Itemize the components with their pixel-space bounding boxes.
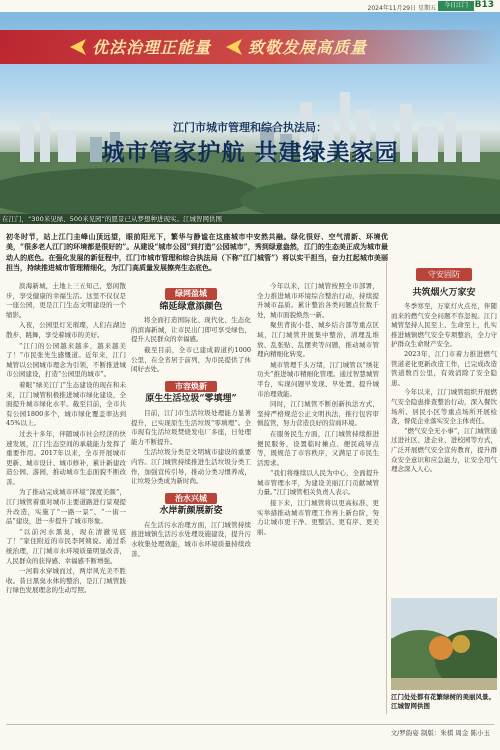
paragraph: “江门的公园越来越多，越来越美了！”市民张先生感慨道。近年来，江门城管以公园城市理念为引领，不断推进城市公园建设，打造“公园里的城市”。 — [6, 341, 126, 379]
paragraph: 一河碧水穿城而过，两岸风光美不胜收。昔日黑臭水体的整治，是江门城管践行绿色发展理念的生动写照。 — [6, 567, 126, 595]
paragraph: 今年以来，江门城管组织开展燃气安全隐患排查整治行动，深入餐饮场所、居民小区等重点场所开展检查，督促企业落实安全主体责任。 — [391, 388, 497, 426]
sidebar-subheading: 共筑烟火万家安 — [412, 288, 476, 298]
hero-image — [0, 12, 500, 224]
sidebar-photo — [391, 598, 497, 690]
paragraph: 今年以来，江门城管按照全市部署，全力推进城市环境综合整治行动，持续提升城市品质。累计整治各类问题点位数千处，城市面貌焕然一新。 — [257, 282, 379, 319]
section-label: 治水兴城 — [165, 493, 217, 505]
section-subheading: 原生生活垃圾“零填埋” — [145, 394, 237, 405]
section-label: 绿网盈城 — [165, 288, 217, 300]
article-column-2 — [131, 282, 251, 702]
paragraph: 为了推动完成城市环境“深度美颜”，江门城管着重对城市主要道路进行景观提升改造，实施了“一路一景”、“一街一品”建设，进一步提升了城市形象。 — [6, 488, 126, 526]
paragraph: 在生活污水治理方面，江门城管持续推进城镇生活污水处理设施建设，提升污水收集处理效能，城市水环境质量持续改善。 — [131, 520, 251, 558]
slogan-left: 优法治理正能量 — [92, 38, 212, 57]
issue-date: 2024年11月29日 星期五 — [367, 5, 436, 12]
paragraph: 入夜，公园里灯光璀璨，人们在湖边散步、跳舞，享受着城市的美好。 — [6, 321, 126, 339]
section-subheading: 水岸新颜展新姿 — [159, 506, 223, 517]
sidebar-safety — [391, 262, 497, 712]
paragraph: 接下来，江门城管将以更高标准、更实举措推动城市管理工作再上新台阶，努力让城市更干净、更整洁、更有序、更美丽。 — [257, 499, 379, 536]
paragraph: 聚焦背街小巷、城乡结合部等重点区域，江门城管开展集中整治，清理乱堆放、乱张贴、乱摆卖等问题，推动城市管理向精细化转变。 — [257, 321, 379, 359]
article-subtitle: 江门市城市管理和综合执法局： — [173, 121, 327, 134]
paragraph: “以前河水黑臭，现在清澈见底了！”家住附近的市民李阿姨说。通过系统治理，江门城市水环境质量明显改善，人民群众的获得感、幸福感不断增强。 — [6, 527, 126, 565]
article-column-1 — [6, 282, 126, 702]
paragraph: “燃气安全无小事”，江门城管通过进社区、进企业、进校园等方式，广泛开展燃气安全宣传教育，提升群众安全意识和应急能力，让安全用气理念深入人心。 — [391, 426, 497, 474]
landscape-illustration — [391, 598, 497, 690]
slogan-marker-icon — [70, 39, 86, 55]
page-number: B13 — [474, 0, 494, 10]
sidebar-label-wrap — [391, 262, 497, 281]
paragraph: 冬季寒至，万家灯火点亮，伴随而来的燃气安全问题不容忽视。江门城管坚持人民至上、生命至上，扎实推进城镇燃气安全专项整治，全力守护群众生命财产安全。 — [391, 302, 497, 349]
editor-credits: 文/罗韵姿 制版：朱棋 周金 陈小玉 — [390, 729, 490, 737]
paragraph: 目前，江门市生活垃圾处理能力显著提升，已实现原生生活垃圾“零填埋”。全市现有生活垃圾焚烧发电厂多座，日处理能力不断提升。 — [131, 408, 251, 446]
paragraph: “我们将继续以人民为中心，全面提升城市管理水平，为建设美丽江门贡献城管力量。”江门城管相关负责人表示。 — [257, 469, 379, 497]
article-column-3 — [257, 282, 379, 702]
sidebar-photo-caption: 江门处处都有花繁绿树的美丽风景。江城智网供图 — [391, 693, 495, 710]
paragraph: 城市管理千头万绪，江门城管以“绣花功夫”推进城市精细化管理。通过智慧城管平台，实现问题早发现、早处置，提升城市治理效能。 — [257, 360, 379, 398]
section-tag: 今日江门 — [438, 1, 474, 11]
section-heading-cityscape — [131, 381, 251, 405]
paragraph: 同时，江门城管不断创新执法方式，坚持严格规范公正文明执法，推行包容审慎监管，努力营造良好的营商环境。 — [257, 400, 379, 428]
section-subheading: 绵延绿意添颜色 — [159, 301, 223, 312]
footer-rule — [6, 724, 494, 725]
slogan-banner — [0, 30, 500, 64]
slogan-marker-icon — [226, 39, 242, 55]
section-heading-water — [131, 493, 251, 517]
column-divider — [386, 262, 387, 714]
lead-paragraph: 初冬时节，站上江门圭峰山顶远望，眼前阳光下，繁华与静谧在这座城市中安然共融。绿化很好、空气清新、环境优美，“很多老人江门的环境都是很好的”。从建设“城市公园”到打造“公园城市”，秀到绿意盎然，江门的生态美正成为城市最动人的底色。在强化发展的新征程中，江门市城市管理和综合执法局（下称“江门城管”）将以实干担当，奋力扛起城市美丽担当，持续推进城市管理精细化，为江门高质量发展擦亮生态底色。 — [6, 232, 388, 273]
paragraph: 2023年，江门市着力推进燃气管道老化更新改造工作，已完成改造管道数百公里，有效消除了安全隐患。 — [391, 349, 497, 387]
hero-caption: 在江门，“300米见绿、500米见园”的愿景已从梦想种进现实。江城智网供图 — [2, 215, 223, 223]
paragraph: 过去十多年，伴随城市社会经济的快速发展，江门生态空间的承载能力发挥了重要作用。2017年以来，全市开展城市更新、城市设计、城市修补，累计新建改造公园、游园，推动城市生态面貌不断改善。 — [6, 429, 126, 486]
page-header — [0, 0, 500, 12]
paragraph: 着眼“绿美江门”生态建设的现在和未来，江门城管积极推进城市绿化建设，全面提升城市绿化水平。截至目前，全市共有公园1800多个，城市绿化覆盖率达到45%以上。 — [6, 380, 126, 428]
sidebar-label: 守安固防 — [416, 268, 472, 281]
section-label: 市容焕新 — [165, 381, 217, 393]
slogan-right: 致敬发展高质量 — [248, 38, 368, 57]
article-headline: 城市管家护航 共建绿美家园 — [101, 139, 399, 166]
sidebar-text — [391, 302, 497, 594]
section-heading-green — [131, 288, 251, 312]
paragraph: 滨海新城，土地上三五知己，悠闲散步，享受健康的幸福生活。这里不仅仅是一座公园，更是江门生态文明建设的一个缩影。 — [6, 282, 126, 319]
paragraph: 截至目前，全市已建成碧道约1000公里，在全省居于前列，为市民提供了休闲好去处。 — [131, 345, 251, 374]
paragraph: 在服务民生方面，江门城管持续推进便民服务，设置临时摊点、便民疏导点等，既规范了市容秩序，又满足了市民生活需求。 — [257, 429, 379, 467]
paragraph: 生活垃圾分类是文明城市建设的重要内容。江门城管持续推进生活垃圾分类工作，加强宣传引导，推动分类习惯养成，让垃圾分类成为新时尚。 — [131, 448, 251, 486]
paragraph: 将全面打造国际化、现代化、生态化的滨海新城，让市民出门即可享受绿色，提升人民群众的幸福感。 — [131, 316, 251, 344]
